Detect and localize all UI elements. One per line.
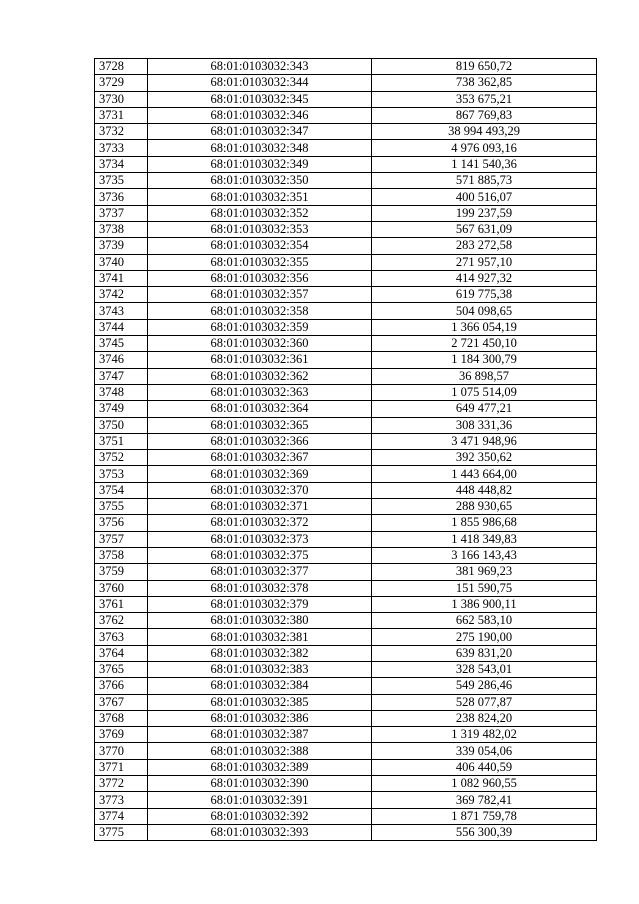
row-number-cell: 3768 [95,710,148,726]
row-number-cell: 3734 [95,156,148,172]
table-row [95,580,597,596]
row-number-cell: 3771 [95,759,148,775]
cadastral-value-cell: 271 957,10 [372,254,597,270]
cadastral-value-cell: 649 477,21 [372,401,597,417]
table-row [95,124,597,140]
table-row [95,287,597,303]
cadastral-value-cell: 238 824,20 [372,710,597,726]
cadastral-number-cell: 68:01:0103032:387 [148,727,372,743]
cadastral-number-cell: 68:01:0103032:343 [148,59,372,75]
row-number-cell: 3739 [95,238,148,254]
table-row [95,59,597,75]
row-number-cell: 3775 [95,824,148,840]
cadastral-value-cell: 414 927,32 [372,270,597,286]
table-row [95,433,597,449]
cadastral-number-cell: 68:01:0103032:375 [148,547,372,563]
table-row [95,107,597,123]
cadastral-value-cell: 819 650,72 [372,59,597,75]
table-row [95,678,597,694]
cadastral-number-cell: 68:01:0103032:388 [148,743,372,759]
cadastral-number-cell: 68:01:0103032:346 [148,107,372,123]
row-number-cell: 3764 [95,645,148,661]
row-number-cell: 3737 [95,205,148,221]
row-number-cell: 3770 [95,743,148,759]
row-number-cell: 3750 [95,417,148,433]
cadastral-number-cell: 68:01:0103032:364 [148,401,372,417]
table-row [95,694,597,710]
row-number-cell: 3745 [95,336,148,352]
table-row [95,221,597,237]
table-row [95,531,597,547]
cadastral-value-cell: 339 054,06 [372,743,597,759]
table-row [95,319,597,335]
cadastral-number-cell: 68:01:0103032:393 [148,824,372,840]
cadastral-value-cell: 199 237,59 [372,205,597,221]
cadastral-value-cell: 1 184 300,79 [372,352,597,368]
row-number-cell: 3744 [95,319,148,335]
table-row [95,629,597,645]
row-number-cell: 3766 [95,678,148,694]
cadastral-number-cell: 68:01:0103032:378 [148,580,372,596]
cadastral-value-cell: 308 331,36 [372,417,597,433]
row-number-cell: 3774 [95,808,148,824]
cadastral-value-cell: 567 631,09 [372,221,597,237]
cadastral-number-cell: 68:01:0103032:383 [148,661,372,677]
table-row [95,710,597,726]
table-row [95,352,597,368]
row-number-cell: 3751 [95,433,148,449]
row-number-cell: 3772 [95,776,148,792]
table-row [95,482,597,498]
table-row [95,173,597,189]
table-row [95,238,597,254]
row-number-cell: 3729 [95,75,148,91]
cadastral-number-cell: 68:01:0103032:386 [148,710,372,726]
cadastral-value-cell: 1 366 054,19 [372,319,597,335]
table-row [95,613,597,629]
cadastral-number-cell: 68:01:0103032:380 [148,613,372,629]
cadastral-number-cell: 68:01:0103032:391 [148,792,372,808]
cadastral-number-cell: 68:01:0103032:390 [148,776,372,792]
cadastral-number-cell: 68:01:0103032:367 [148,450,372,466]
cadastral-number-cell: 68:01:0103032:351 [148,189,372,205]
row-number-cell: 3761 [95,596,148,612]
table-row [95,727,597,743]
table-row [95,499,597,515]
table-row [95,189,597,205]
cadastral-value-cell: 1 075 514,09 [372,384,597,400]
cadastral-number-cell: 68:01:0103032:352 [148,205,372,221]
cadastral-number-cell: 68:01:0103032:363 [148,384,372,400]
cadastral-value-cell: 1 855 986,68 [372,515,597,531]
row-number-cell: 3733 [95,140,148,156]
row-number-cell: 3769 [95,727,148,743]
row-number-cell: 3754 [95,482,148,498]
cadastral-number-cell: 68:01:0103032:345 [148,91,372,107]
cadastral-number-cell: 68:01:0103032:384 [148,678,372,694]
table-row [95,759,597,775]
cadastral-number-cell: 68:01:0103032:357 [148,287,372,303]
table-row [95,91,597,107]
cadastral-value-cell: 2 721 450,10 [372,336,597,352]
table-row [95,401,597,417]
row-number-cell: 3756 [95,515,148,531]
cadastral-value-cell: 1 141 540,36 [372,156,597,172]
table-row [95,417,597,433]
cadastral-number-cell: 68:01:0103032:349 [148,156,372,172]
cadastral-number-cell: 68:01:0103032:347 [148,124,372,140]
cadastral-value-cell: 556 300,39 [372,824,597,840]
cadastral-value-cell: 1 443 664,00 [372,466,597,482]
table-row [95,368,597,384]
cadastral-value-cell: 1 319 482,02 [372,727,597,743]
cadastral-number-cell: 68:01:0103032:356 [148,270,372,286]
cadastral-number-cell: 68:01:0103032:377 [148,564,372,580]
cadastral-number-cell: 68:01:0103032:354 [148,238,372,254]
table-row [95,270,597,286]
cadastral-value-cell: 406 440,59 [372,759,597,775]
table-row [95,75,597,91]
cadastral-value-cell: 738 362,85 [372,75,597,91]
cadastral-value-cell: 528 077,87 [372,694,597,710]
cadastral-value-cell: 369 782,41 [372,792,597,808]
row-number-cell: 3736 [95,189,148,205]
table-row [95,564,597,580]
cadastral-number-cell: 68:01:0103032:369 [148,466,372,482]
cadastral-number-cell: 68:01:0103032:370 [148,482,372,498]
cadastral-number-cell: 68:01:0103032:389 [148,759,372,775]
cadastral-number-cell: 68:01:0103032:358 [148,303,372,319]
table-row [95,303,597,319]
cadastral-number-cell: 68:01:0103032:379 [148,596,372,612]
table-row [95,661,597,677]
table-row [95,645,597,661]
table-row [95,466,597,482]
row-number-cell: 3773 [95,792,148,808]
cadastral-number-cell: 68:01:0103032:385 [148,694,372,710]
cadastral-value-cell: 4 976 093,16 [372,140,597,156]
table-row [95,547,597,563]
cadastral-value-cell: 381 969,23 [372,564,597,580]
table-row [95,824,597,840]
table-row [95,596,597,612]
row-number-cell: 3765 [95,661,148,677]
table-row [95,450,597,466]
cadastral-number-cell: 68:01:0103032:360 [148,336,372,352]
cadastral-value-cell: 639 831,20 [372,645,597,661]
table-row [95,808,597,824]
row-number-cell: 3752 [95,450,148,466]
row-number-cell: 3749 [95,401,148,417]
cadastral-value-cell: 288 930,65 [372,499,597,515]
cadastral-number-cell: 68:01:0103032:381 [148,629,372,645]
cadastral-value-cell: 1 082 960,55 [372,776,597,792]
cadastral-value-cell: 283 272,58 [372,238,597,254]
cadastral-value-cell: 504 098,65 [372,303,597,319]
row-number-cell: 3740 [95,254,148,270]
cadastral-value-cell: 571 885,73 [372,173,597,189]
cadastral-value-cell: 549 286,46 [372,678,597,694]
row-number-cell: 3743 [95,303,148,319]
cadastral-number-cell: 68:01:0103032:348 [148,140,372,156]
table-row [95,792,597,808]
row-number-cell: 3730 [95,91,148,107]
cadastral-number-cell: 68:01:0103032:371 [148,499,372,515]
cadastral-value-cell: 328 543,01 [372,661,597,677]
table-row [95,140,597,156]
cadastral-number-cell: 68:01:0103032:359 [148,319,372,335]
cadastral-number-cell: 68:01:0103032:366 [148,433,372,449]
table-row [95,205,597,221]
cadastral-value-cell: 1 418 349,83 [372,531,597,547]
row-number-cell: 3742 [95,287,148,303]
row-number-cell: 3758 [95,547,148,563]
cadastral-number-cell: 68:01:0103032:353 [148,221,372,237]
cadastral-value-table [94,58,597,841]
table-row [95,776,597,792]
cadastral-value-cell: 448 448,82 [372,482,597,498]
cadastral-value-cell: 400 516,07 [372,189,597,205]
cadastral-value-cell: 3 166 143,43 [372,547,597,563]
cadastral-value-cell: 275 190,00 [372,629,597,645]
table-row [95,156,597,172]
row-number-cell: 3735 [95,173,148,189]
row-number-cell: 3747 [95,368,148,384]
cadastral-value-cell: 1 386 900,11 [372,596,597,612]
row-number-cell: 3731 [95,107,148,123]
cadastral-value-cell: 38 994 493,29 [372,124,597,140]
row-number-cell: 3763 [95,629,148,645]
cadastral-value-cell: 1 871 759,78 [372,808,597,824]
row-number-cell: 3746 [95,352,148,368]
cadastral-number-cell: 68:01:0103032:362 [148,368,372,384]
row-number-cell: 3755 [95,499,148,515]
cadastral-value-cell: 353 675,21 [372,91,597,107]
row-number-cell: 3757 [95,531,148,547]
cadastral-value-cell: 867 769,83 [372,107,597,123]
row-number-cell: 3741 [95,270,148,286]
table-row [95,515,597,531]
row-number-cell: 3728 [95,59,148,75]
cadastral-value-cell: 392 350,62 [372,450,597,466]
row-number-cell: 3753 [95,466,148,482]
row-number-cell: 3748 [95,384,148,400]
row-number-cell: 3738 [95,221,148,237]
cadastral-number-cell: 68:01:0103032:373 [148,531,372,547]
cadastral-number-cell: 68:01:0103032:350 [148,173,372,189]
table-row [95,384,597,400]
cadastral-number-cell: 68:01:0103032:392 [148,808,372,824]
table-row [95,336,597,352]
cadastral-number-cell: 68:01:0103032:355 [148,254,372,270]
cadastral-number-cell: 68:01:0103032:344 [148,75,372,91]
cadastral-value-cell: 662 583,10 [372,613,597,629]
row-number-cell: 3732 [95,124,148,140]
row-number-cell: 3767 [95,694,148,710]
row-number-cell: 3762 [95,613,148,629]
row-number-cell: 3759 [95,564,148,580]
table-row [95,743,597,759]
cadastral-value-cell: 619 775,38 [372,287,597,303]
table-row [95,254,597,270]
cadastral-value-cell: 151 590,75 [372,580,597,596]
cadastral-value-cell: 3 471 948,96 [372,433,597,449]
cadastral-number-cell: 68:01:0103032:382 [148,645,372,661]
cadastral-value-cell: 36 898,57 [372,368,597,384]
table-body [95,59,597,841]
cadastral-number-cell: 68:01:0103032:361 [148,352,372,368]
row-number-cell: 3760 [95,580,148,596]
cadastral-number-cell: 68:01:0103032:372 [148,515,372,531]
cadastral-number-cell: 68:01:0103032:365 [148,417,372,433]
